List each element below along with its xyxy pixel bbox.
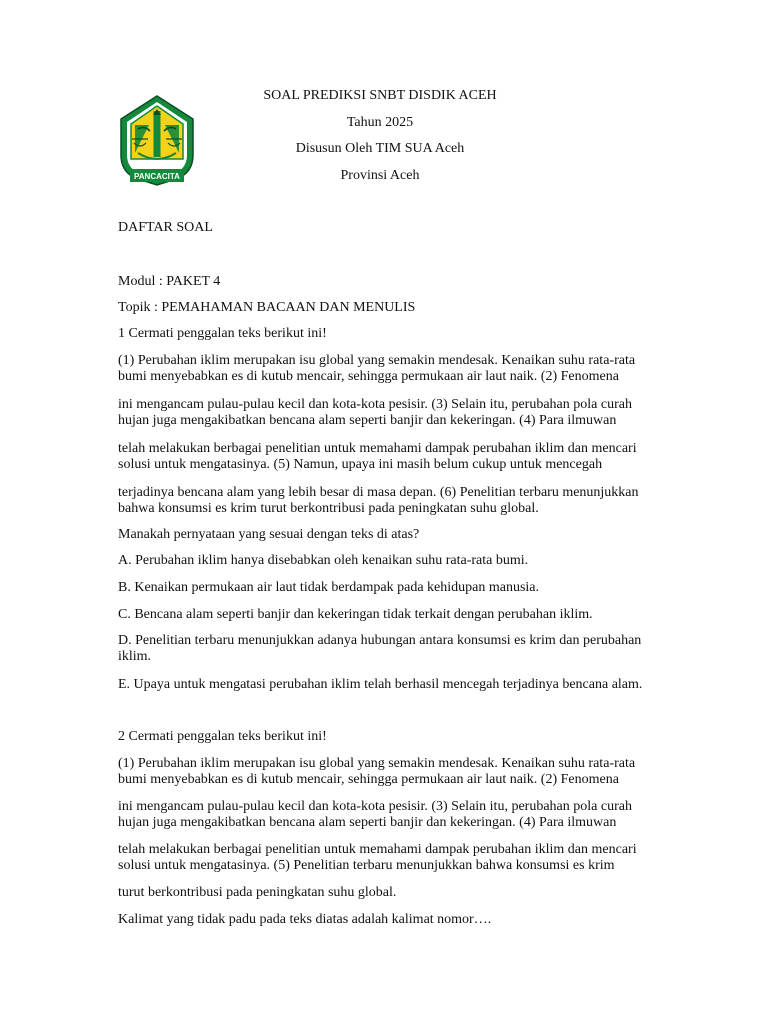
q1-option-e: E. Upaya untuk mengatasi perubahan iklim telah berhasil mencegah terjadinya bencana alam. xyxy=(118,677,643,692)
q2-passage-paragraph: telah melakukan berbagai penelitian untuk memahami dampak perubahan iklim dan mencari solusi untuk mengatasinya. (5) Penelitian terbaru menunjukkan bahwa konsumsi es krim xyxy=(118,842,637,873)
document-title: SOAL PREDIKSI SNBT DISDIK ACEH xyxy=(263,88,497,103)
topic-label: Topik : PEMAHAMAN BACAAN DAN MENULIS xyxy=(118,300,416,315)
document-year: Tahun 2025 xyxy=(346,115,414,130)
document-province: Provinsi Aceh xyxy=(340,168,420,183)
question-2-heading: 2 Cermati penggalan teks berikut ini! xyxy=(118,729,327,744)
q2-passage-paragraph: ini mengancam pulau-pulau kecil dan kota-kota pesisir. (3) Selain itu, perubahan pola curah hujan juga mengakibatkan bencana alam seperti banjir dan kekeringan. (4) Para ilmuwan xyxy=(118,799,632,830)
q2-passage-paragraph: (1) Perubahan iklim merupakan isu global yang semakin mendesak. Kenaikan suhu rata-rata bumi menyebabkan es di kutub mencair, sehingga permukaan air laut naik. (2) Fenomena xyxy=(118,756,636,787)
document-author: Disusun Oleh TIM SUA Aceh xyxy=(295,141,465,156)
q1-passage-paragraph: telah melakukan berbagai penelitian untuk memahami dampak perubahan iklim dan mencari solusi untuk mengatasinya. (5) Namun, upaya ini masih belum cukup untuk mencegah xyxy=(118,441,637,472)
question-1-heading: 1 Cermati penggalan teks berikut ini! xyxy=(118,326,327,341)
q1-passage-paragraph: (1) Perubahan iklim merupakan isu global yang semakin mendesak. Kenaikan suhu rata-rata bumi menyebabkan es di kutub mencair, sehingga permukaan air laut naik. (2) Fenomena xyxy=(118,353,636,384)
q1-passage-paragraph: terjadinya bencana alam yang lebih besar di masa depan. (6) Penelitian terbaru menunjukkan bahwa konsumsi es krim turut berkontribusi pada peningkatan suhu global. xyxy=(118,485,639,516)
q2-question: Kalimat yang tidak padu pada teks diatas adalah kalimat nomor…. xyxy=(118,912,492,927)
aceh-crest-logo xyxy=(118,95,196,186)
crest-icon xyxy=(118,95,196,186)
q1-question: Manakah pernyataan yang sesuai dengan teks di atas? xyxy=(118,527,420,542)
q1-option-a: A. Perubahan iklim hanya disebabkan oleh kenaikan suhu rata-rata bumi. xyxy=(118,553,529,568)
q2-passage-paragraph: turut berkontribusi pada peningkatan suhu global. xyxy=(118,885,397,900)
q1-option-c: C. Bencana alam seperti banjir dan kekeringan tidak terkait dengan perubahan iklim. xyxy=(118,607,593,622)
q1-option-d: D. Penelitian terbaru menunjukkan adanya hubungan antara konsumsi es krim dan perubahan iklim. xyxy=(118,633,642,664)
section-title: DAFTAR SOAL xyxy=(118,220,213,235)
q1-passage-paragraph: ini mengancam pulau-pulau kecil dan kota-kota pesisir. (3) Selain itu, perubahan pola curah hujan juga mengakibatkan bencana alam seperti banjir dan kekeringan. (4) Para ilmuwan xyxy=(118,397,632,428)
crest-banner-text: PANCACITA xyxy=(134,172,180,181)
q1-option-b: B. Kenaikan permukaan air laut tidak berdampak pada kehidupan manusia. xyxy=(118,580,540,595)
module-label: Modul : PAKET 4 xyxy=(118,274,221,289)
